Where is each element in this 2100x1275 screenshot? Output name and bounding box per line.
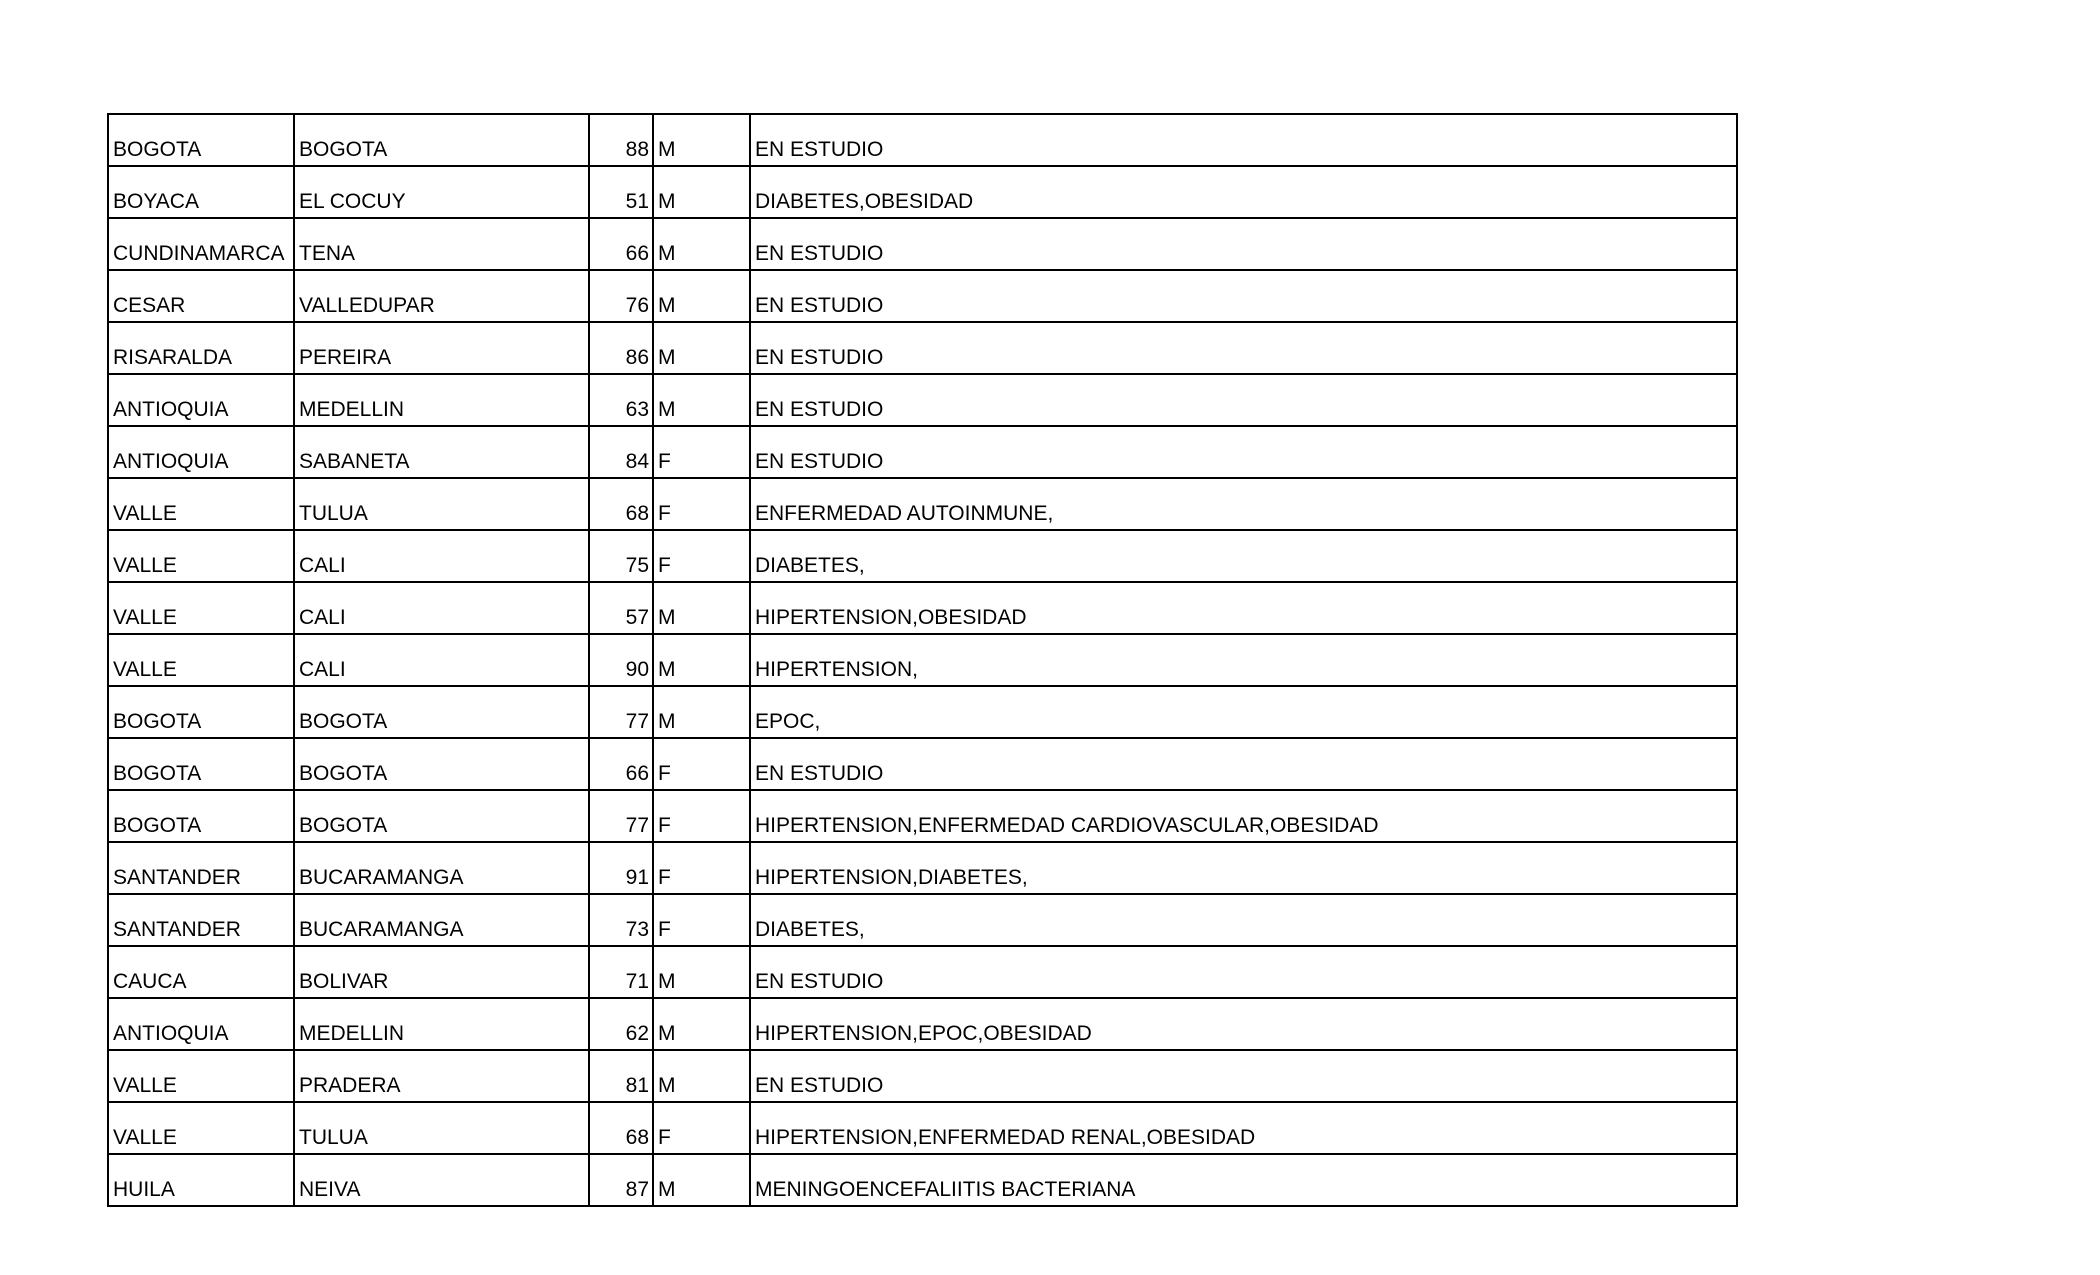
age-cell: 71 — [589, 946, 653, 998]
condition-cell: DIABETES, — [750, 530, 1737, 582]
condition-cell: EPOC, — [750, 686, 1737, 738]
city-cell: PEREIRA — [294, 322, 589, 374]
sex-cell: M — [653, 1050, 750, 1102]
department-cell: BOGOTA — [108, 790, 294, 842]
city-cell: BOGOTA — [294, 790, 589, 842]
sex-cell: M — [653, 582, 750, 634]
city-cell: TULUA — [294, 1102, 589, 1154]
age-cell: 91 — [589, 842, 653, 894]
city-cell: VALLEDUPAR — [294, 270, 589, 322]
sex-cell: F — [653, 738, 750, 790]
age-cell: 88 — [589, 114, 653, 166]
table-row — [108, 426, 1737, 478]
condition-cell: HIPERTENSION, — [750, 634, 1737, 686]
department-cell: VALLE — [108, 634, 294, 686]
city-cell: EL COCUY — [294, 166, 589, 218]
city-cell: CALI — [294, 634, 589, 686]
age-cell: 66 — [589, 218, 653, 270]
table-row — [108, 218, 1737, 270]
city-cell: MEDELLIN — [294, 374, 589, 426]
city-cell: BOGOTA — [294, 738, 589, 790]
department-cell: HUILA — [108, 1154, 294, 1206]
condition-cell: HIPERTENSION,OBESIDAD — [750, 582, 1737, 634]
department-cell: BOGOTA — [108, 114, 294, 166]
condition-cell: HIPERTENSION,DIABETES, — [750, 842, 1737, 894]
age-cell: 77 — [589, 790, 653, 842]
sex-cell: F — [653, 894, 750, 946]
sex-cell: M — [653, 270, 750, 322]
table-row — [108, 842, 1737, 894]
department-cell: VALLE — [108, 530, 294, 582]
department-cell: ANTIOQUIA — [108, 426, 294, 478]
age-cell: 57 — [589, 582, 653, 634]
age-cell: 73 — [589, 894, 653, 946]
condition-cell: HIPERTENSION,EPOC,OBESIDAD — [750, 998, 1737, 1050]
sex-cell: M — [653, 374, 750, 426]
sex-cell: M — [653, 166, 750, 218]
table-row — [108, 1154, 1737, 1206]
table-row — [108, 530, 1737, 582]
condition-cell: EN ESTUDIO — [750, 218, 1737, 270]
condition-cell: EN ESTUDIO — [750, 738, 1737, 790]
age-cell: 86 — [589, 322, 653, 374]
city-cell: BOLIVAR — [294, 946, 589, 998]
department-cell: ANTIOQUIA — [108, 998, 294, 1050]
table-row — [108, 634, 1737, 686]
condition-cell: EN ESTUDIO — [750, 374, 1737, 426]
department-cell: BOGOTA — [108, 738, 294, 790]
table-row — [108, 738, 1737, 790]
age-cell: 90 — [589, 634, 653, 686]
age-cell: 84 — [589, 426, 653, 478]
department-cell: SANTANDER — [108, 842, 294, 894]
age-cell: 77 — [589, 686, 653, 738]
sex-cell: M — [653, 634, 750, 686]
city-cell: TULUA — [294, 478, 589, 530]
sex-cell: M — [653, 322, 750, 374]
sex-cell: F — [653, 842, 750, 894]
table-row — [108, 166, 1737, 218]
condition-cell: EN ESTUDIO — [750, 270, 1737, 322]
department-cell: BOYACA — [108, 166, 294, 218]
condition-cell: DIABETES, — [750, 894, 1737, 946]
condition-cell: HIPERTENSION,ENFERMEDAD RENAL,OBESIDAD — [750, 1102, 1737, 1154]
sex-cell: M — [653, 686, 750, 738]
table-row — [108, 790, 1737, 842]
condition-cell: EN ESTUDIO — [750, 1050, 1737, 1102]
table-row — [108, 894, 1737, 946]
age-cell: 81 — [589, 1050, 653, 1102]
city-cell: TENA — [294, 218, 589, 270]
department-cell: VALLE — [108, 1050, 294, 1102]
age-cell: 68 — [589, 478, 653, 530]
age-cell: 51 — [589, 166, 653, 218]
city-cell: BUCARAMANGA — [294, 894, 589, 946]
sex-cell: M — [653, 998, 750, 1050]
age-cell: 75 — [589, 530, 653, 582]
table-row — [108, 270, 1737, 322]
age-cell: 66 — [589, 738, 653, 790]
city-cell: NEIVA — [294, 1154, 589, 1206]
condition-cell: EN ESTUDIO — [750, 114, 1737, 166]
city-cell: MEDELLIN — [294, 998, 589, 1050]
condition-cell: EN ESTUDIO — [750, 322, 1737, 374]
city-cell: BOGOTA — [294, 686, 589, 738]
table-row — [108, 1102, 1737, 1154]
age-cell: 87 — [589, 1154, 653, 1206]
department-cell: VALLE — [108, 1102, 294, 1154]
sex-cell: M — [653, 946, 750, 998]
condition-cell: DIABETES,OBESIDAD — [750, 166, 1737, 218]
table-row — [108, 1050, 1737, 1102]
sex-cell: M — [653, 114, 750, 166]
department-cell: CAUCA — [108, 946, 294, 998]
sex-cell: F — [653, 530, 750, 582]
department-cell: ANTIOQUIA — [108, 374, 294, 426]
age-cell: 62 — [589, 998, 653, 1050]
department-cell: CESAR — [108, 270, 294, 322]
sex-cell: F — [653, 790, 750, 842]
department-cell: SANTANDER — [108, 894, 294, 946]
department-cell: RISARALDA — [108, 322, 294, 374]
table-row — [108, 582, 1737, 634]
sex-cell: M — [653, 1154, 750, 1206]
sex-cell: F — [653, 1102, 750, 1154]
table-body — [108, 114, 1737, 1206]
department-cell: VALLE — [108, 478, 294, 530]
table-row — [108, 114, 1737, 166]
age-cell: 76 — [589, 270, 653, 322]
table-row — [108, 322, 1737, 374]
city-cell: CALI — [294, 530, 589, 582]
condition-cell: HIPERTENSION,ENFERMEDAD CARDIOVASCULAR,OBESIDAD — [750, 790, 1737, 842]
table-row — [108, 946, 1737, 998]
table-row — [108, 998, 1737, 1050]
condition-cell: EN ESTUDIO — [750, 426, 1737, 478]
condition-cell: EN ESTUDIO — [750, 946, 1737, 998]
table-row — [108, 374, 1737, 426]
sex-cell: F — [653, 478, 750, 530]
city-cell: PRADERA — [294, 1050, 589, 1102]
department-cell: BOGOTA — [108, 686, 294, 738]
condition-cell: ENFERMEDAD AUTOINMUNE, — [750, 478, 1737, 530]
sex-cell: F — [653, 426, 750, 478]
age-cell: 68 — [589, 1102, 653, 1154]
city-cell: SABANETA — [294, 426, 589, 478]
city-cell: CALI — [294, 582, 589, 634]
city-cell: BOGOTA — [294, 114, 589, 166]
department-cell: CUNDINAMARCA — [108, 218, 294, 270]
department-cell: VALLE — [108, 582, 294, 634]
age-cell: 63 — [589, 374, 653, 426]
city-cell: BUCARAMANGA — [294, 842, 589, 894]
cases-table — [107, 113, 1738, 1207]
table-row — [108, 478, 1737, 530]
condition-cell: MENINGOENCEFALIITIS BACTERIANA — [750, 1154, 1737, 1206]
table-row — [108, 686, 1737, 738]
sex-cell: M — [653, 218, 750, 270]
